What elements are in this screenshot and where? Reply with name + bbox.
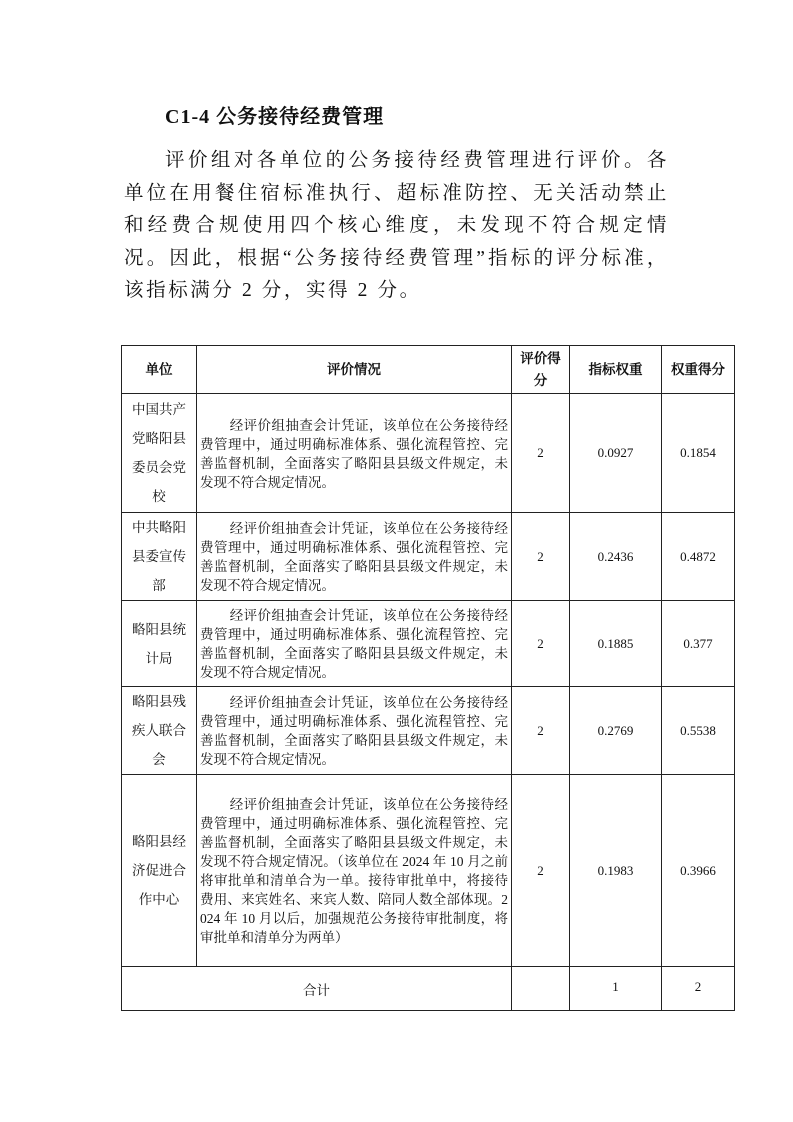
weighted-score-cell: 0.3966 bbox=[662, 775, 735, 967]
header-weighted-score: 权重得分 bbox=[662, 346, 735, 394]
weighted-score-cell: 0.5538 bbox=[662, 687, 735, 775]
weighted-score-cell: 0.4872 bbox=[662, 513, 735, 601]
total-weight: 1 bbox=[570, 967, 662, 1011]
unit-cell: 中国共产党略阳县委员会党校 bbox=[122, 394, 197, 513]
weight-cell: 0.2769 bbox=[570, 687, 662, 775]
evaluation-cell: 经评价组抽查会计凭证，该单位在公务接待经费管理中，通过明确标准体系、强化流程管控、完善监督机制，全面落实了略阳县县级文件规定，未发现不符合规定情况。 bbox=[197, 601, 512, 687]
header-unit: 单位 bbox=[122, 346, 197, 394]
weighted-score-cell: 0.1854 bbox=[662, 394, 735, 513]
score-cell: 2 bbox=[512, 775, 570, 967]
weight-cell: 0.1983 bbox=[570, 775, 662, 967]
table-row bbox=[122, 601, 735, 687]
score-cell: 2 bbox=[512, 601, 570, 687]
header-weight: 指标权重 bbox=[570, 346, 662, 394]
score-cell: 2 bbox=[512, 513, 570, 601]
unit-cell: 略阳县统计局 bbox=[122, 601, 197, 687]
weight-cell: 0.2436 bbox=[570, 513, 662, 601]
unit-cell: 略阳县经济促进合作中心 bbox=[122, 775, 197, 967]
total-score bbox=[512, 967, 570, 1011]
table-row bbox=[122, 775, 735, 967]
weight-cell: 0.1885 bbox=[570, 601, 662, 687]
unit-cell: 中共略阳县委宣传部 bbox=[122, 513, 197, 601]
score-cell: 2 bbox=[512, 687, 570, 775]
table-row bbox=[122, 513, 735, 601]
evaluation-paragraph: 评价组对各单位的公务接待经费管理进行评价。各单位在用餐住宿标准执行、超标准防控、无关活动禁止和经费合规使用四个核心维度，未发现不符合规定情况。因此，根据“公务接待经费管理”指标的评分标准，该指标满分 2 分，实得 2 分。 bbox=[124, 150, 669, 301]
section-heading: C1-4 公务接待经费管理 bbox=[165, 106, 385, 128]
unit-cell: 略阳县残疾人联合会 bbox=[122, 687, 197, 775]
evaluation-cell: 经评价组抽查会计凭证，该单位在公务接待经费管理中，通过明确标准体系、强化流程管控、完善监督机制，全面落实了略阳县县级文件规定，未发现不符合规定情况。 bbox=[197, 513, 512, 601]
total-label: 合计 bbox=[122, 967, 512, 1011]
weighted-score-cell: 0.377 bbox=[662, 601, 735, 687]
table-row bbox=[122, 394, 735, 513]
header-evaluation: 评价情况 bbox=[197, 346, 512, 394]
table-row bbox=[122, 687, 735, 775]
total-weighted-score: 2 bbox=[662, 967, 735, 1011]
total-row bbox=[122, 967, 735, 1011]
evaluation-cell: 经评价组抽查会计凭证，该单位在公务接待经费管理中，通过明确标准体系、强化流程管控、完善监督机制，全面落实了略阳县县级文件规定，未发现不符合规定情况。 bbox=[197, 687, 512, 775]
score-cell: 2 bbox=[512, 394, 570, 513]
evaluation-table bbox=[121, 345, 735, 1011]
weight-cell: 0.0927 bbox=[570, 394, 662, 513]
evaluation-cell: 经评价组抽查会计凭证，该单位在公务接待经费管理中，通过明确标准体系、强化流程管控、完善监督机制，全面落实了略阳县县级文件规定，未发现不符合规定情况。（该单位在 2024 年 10 月之前将审批单和清单合为一单。接待审批单中，将接待费用、来宾姓名、来宾人数、陪同人数全部体现。2024 年 10 月以后，加强规范公务接待审批制度，将审批单和清单分为两单） bbox=[197, 775, 512, 967]
header-score: 评价得分 bbox=[512, 346, 570, 394]
table-header-row bbox=[122, 346, 735, 394]
evaluation-cell: 经评价组抽查会计凭证，该单位在公务接待经费管理中，通过明确标准体系、强化流程管控、完善监督机制，全面落实了略阳县县级文件规定，未发现不符合规定情况。 bbox=[197, 394, 512, 513]
